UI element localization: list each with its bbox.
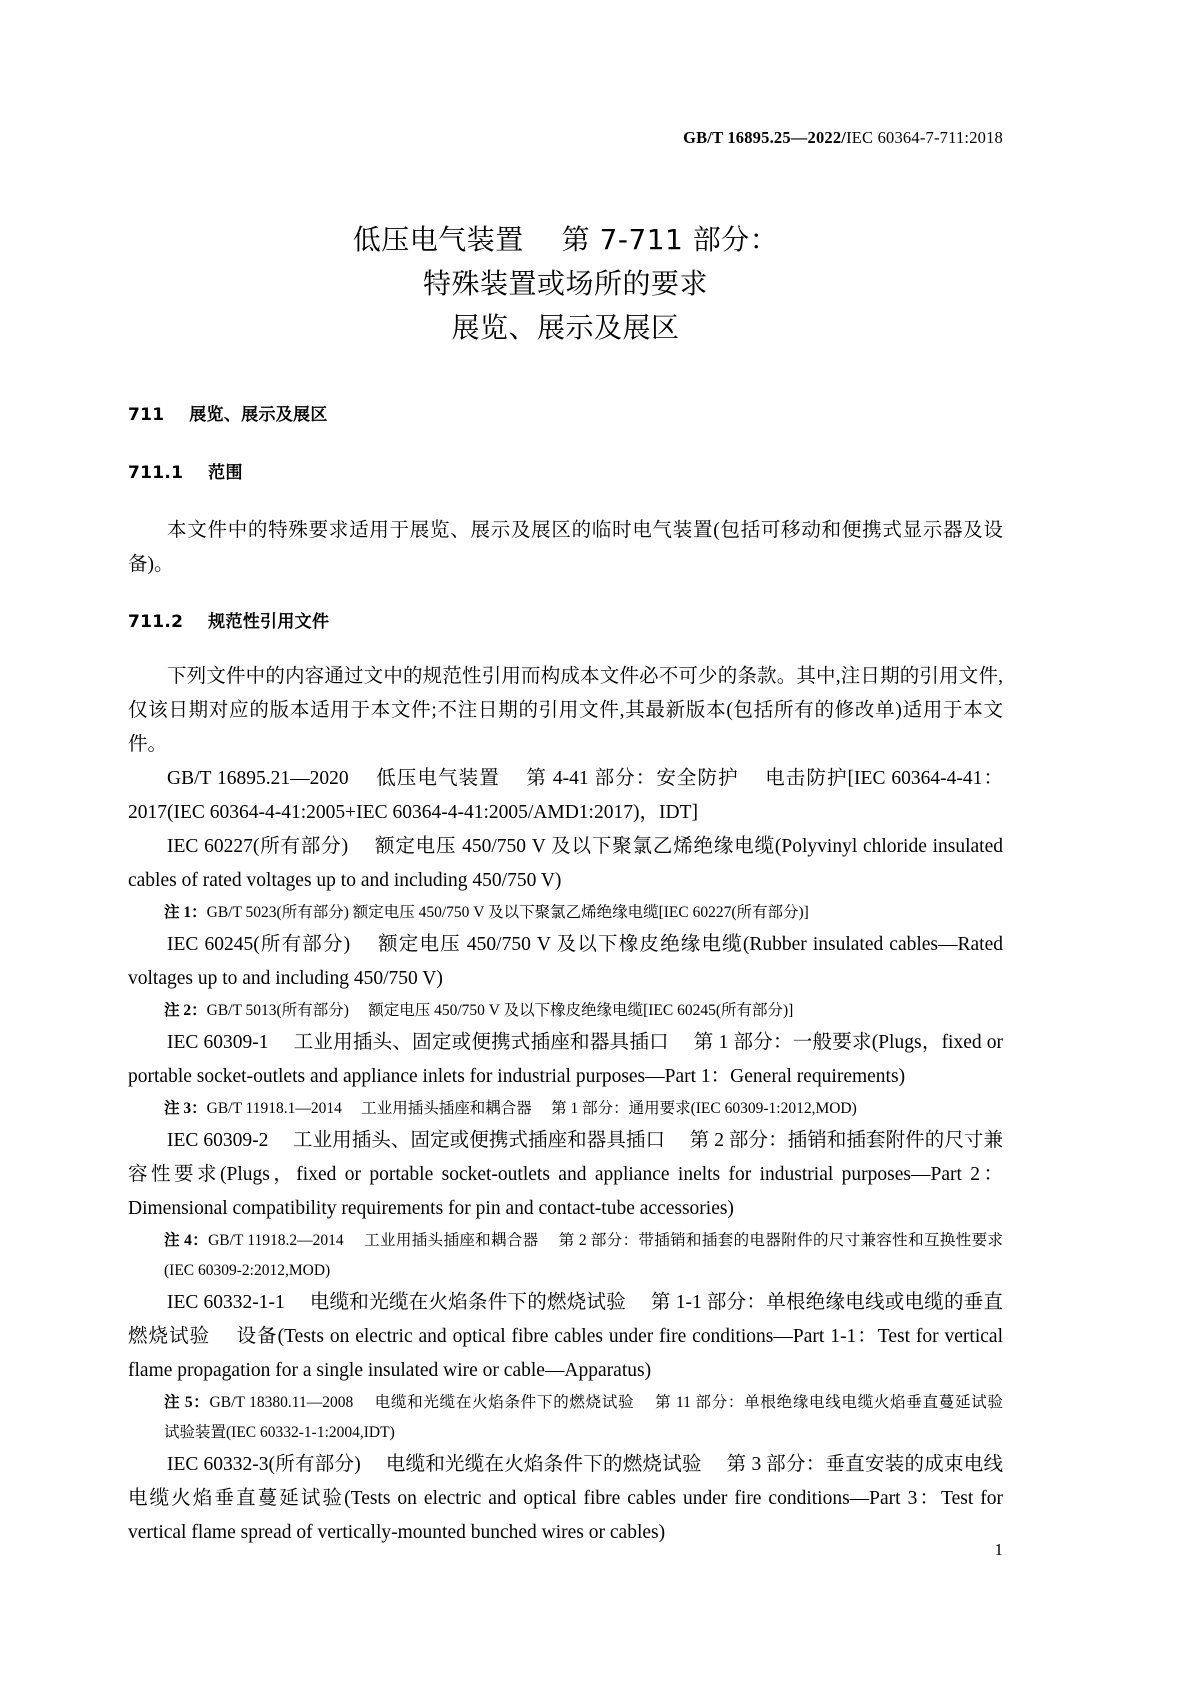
note-text: GB/T 11918.1—2014 工业用插头插座和耦合器 第 1 部分：通用要求(IEC 60309-1:2012,MOD) — [206, 1100, 857, 1117]
note-label: 注 5： — [164, 1394, 210, 1411]
reference-entry: IEC 60332-1-1 电缆和光缆在火焰条件下的燃烧试验 第 1-1 部分：单根绝缘电线或电缆的垂直燃烧试验 设备(Tests on electric and optical fibre cables under fire conditions—Part 1-1：Test for vertical flame propagation for a single insulated wire or cable—Apparatus) — [128, 1292, 1003, 1381]
title-line-3: 展览、展示及展区 — [451, 311, 680, 344]
running-header-iec-part: IEC 60364-7-711:2018 — [846, 128, 1003, 147]
document-title — [128, 218, 1003, 350]
heading-711: 711 展览、展示及展区 — [128, 405, 328, 425]
title-line-1: 低压电气装置 第 7-711 部分： — [352, 223, 779, 256]
reference-entry: IEC 60332-3(所有部分) 电缆和光缆在火焰条件下的燃烧试验 第 3 部分：垂直安装的成束电线电缆火焰垂直蔓延试验(Tests on electric and optical fibre cables under fire conditions—Part 3：Test for vertical flame spread of vertically-mounted bunched wires or cables) — [128, 1454, 1003, 1543]
running-header-gb-part: GB/T 16895.25—2022/ — [683, 128, 847, 147]
heading-711-2: 711.2 规范性引用文件 — [128, 612, 330, 632]
note-text: GB/T 11918.2—2014 工业用插头插座和耦合器 第 2 部分：带插销和插套的电器附件的尺寸兼容性和互换性要求(IEC 60309-2:2012,MOD) — [164, 1232, 1003, 1279]
note-label: 注 4： — [164, 1232, 209, 1249]
note-label: 注 3： — [164, 1100, 207, 1117]
heading-711-1: 711.1 范围 — [128, 463, 243, 483]
note-line — [128, 898, 1003, 928]
title-line-2: 特殊装置或场所的要求 — [422, 267, 708, 300]
reference-entry: GB/T 16895.21—2020 低压电气装置 第 4-41 部分：安全防护 电击防护[IEC 60364-4-41：2017(IEC 60364-4-41:2005+IEC 60364-4-41:2005/AMD1:2017)，IDT] — [128, 768, 1003, 823]
reference-entry: IEC 60309-1 工业用插头、固定或便携式插座和器具插口 第 1 部分：一般要求(Plugs，fixed or portable socket-outlets and appliance inlets for industrial purposes—Part 1：General requirements) — [128, 1032, 1003, 1087]
note-line — [128, 1094, 1003, 1124]
note-line — [128, 1388, 1023, 1448]
note-text: GB/T 5013(所有部分) 额定电压 450/750 V 及以下橡皮绝缘电缆[IEC 60245(所有部分)] — [206, 1002, 794, 1019]
note-label: 注 1： — [164, 904, 207, 921]
note-line — [128, 996, 1003, 1026]
note-label: 注 2： — [164, 1002, 207, 1019]
reference-entry: IEC 60245(所有部分) 额定电压 450/750 V 及以下橡皮绝缘电缆(Rubber insulated cables—Rated voltages up to and including 450/750 V) — [128, 934, 1003, 989]
note-text: GB/T 18380.11—2008 电缆和光缆在火焰条件下的燃烧试验 第 11 部分：单根绝缘电线电缆火焰垂直蔓延试验 试验装置(IEC 60332-1-1:2004,IDT) — [164, 1394, 1023, 1441]
paragraph-711-1-body: 本文件中的特殊要求适用于展览、展示及展区的临时电气装置(包括可移动和便携式显示器及设备)。 — [128, 520, 1003, 575]
note-line — [128, 1226, 1003, 1286]
reference-entry: IEC 60309-2 工业用插头、固定或便携式插座和器具插口 第 2 部分：插销和插套附件的尺寸兼容性要求(Plugs，fixed or portable socket-outlets and appliance inelts for industrial purposes—Part 2：Dimensional compatibility requirements for pin and contact-tube accessories) — [128, 1130, 1003, 1219]
note-text: GB/T 5023(所有部分) 额定电压 450/750 V 及以下聚氯乙烯绝缘电缆[IEC 60227(所有部分)] — [206, 904, 809, 921]
paragraph-711-2-intro: 下列文件中的内容通过文中的规范性引用而构成本文件必不可少的条款。其中,注日期的引用文件,仅该日期对应的版本适用于本文件;不注日期的引用文件,其最新版本(包括所有的修改单)适用于本文件。 — [128, 666, 1003, 755]
running-header — [683, 128, 1003, 148]
reference-entry: IEC 60227(所有部分) 额定电压 450/750 V 及以下聚氯乙烯绝缘电缆(Polyvinyl chloride insulated cables of rated voltages up to and including 450/750 V) — [128, 836, 1003, 891]
page-number: 1 — [994, 1540, 1003, 1559]
page-content — [128, 0, 1023, 1684]
